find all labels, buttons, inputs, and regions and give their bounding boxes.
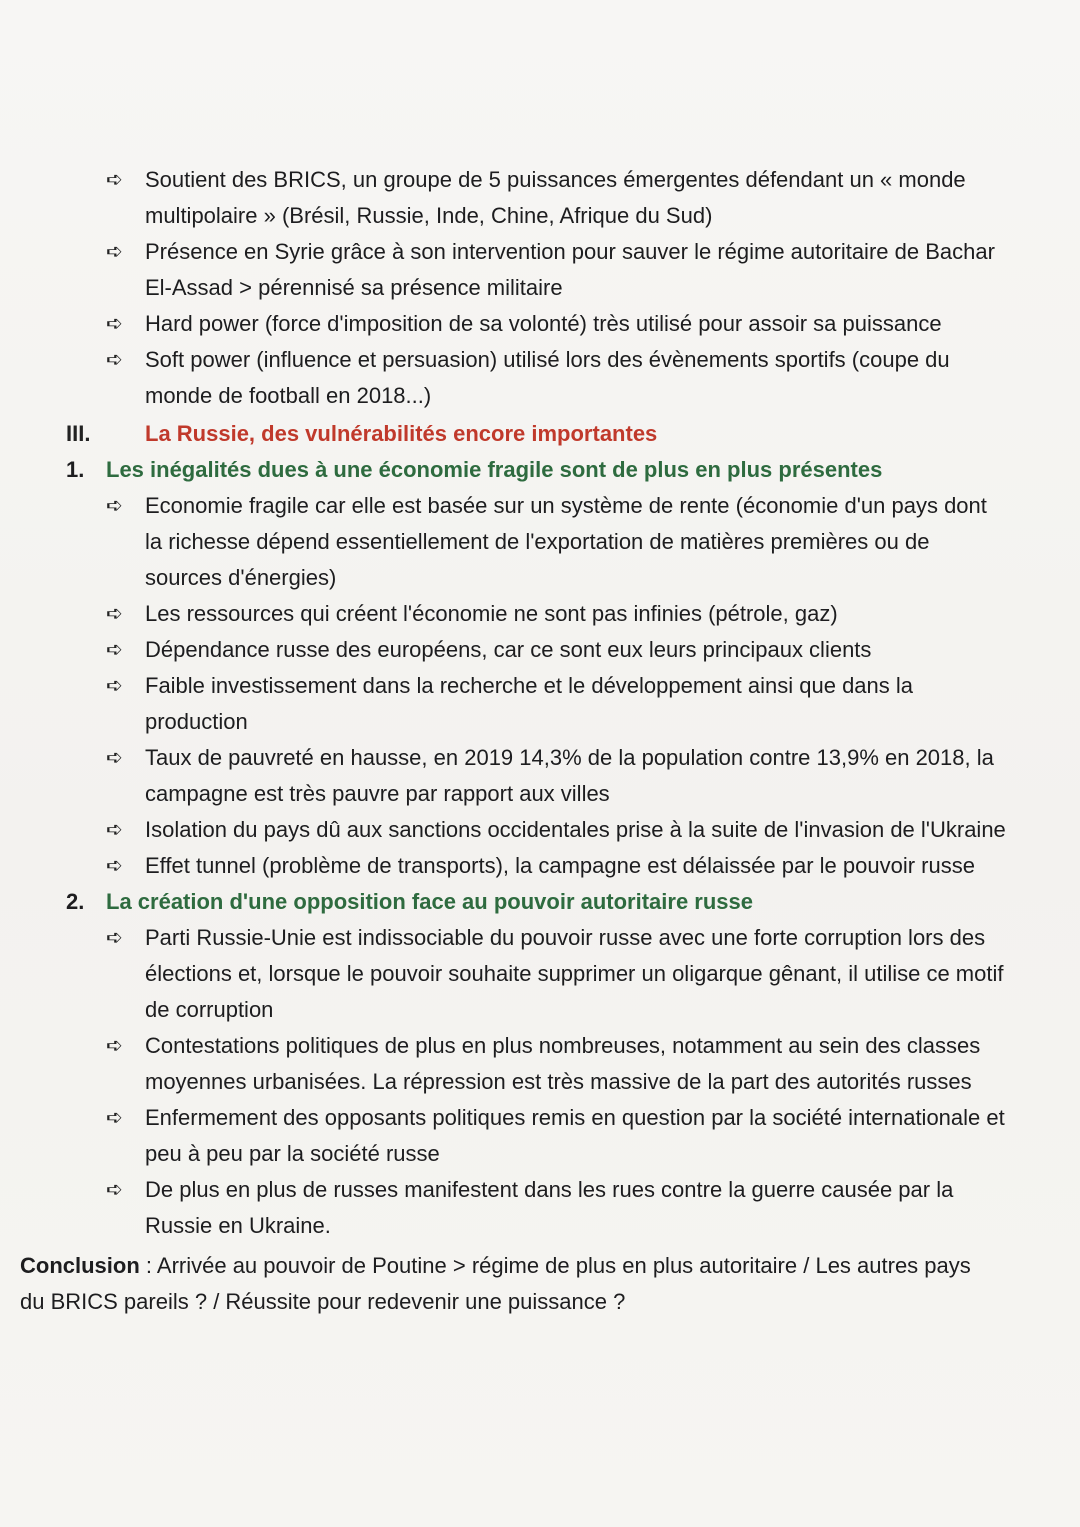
bullet-russie-unie xyxy=(0,920,1080,1028)
bullet-effet-tunnel xyxy=(0,848,1080,884)
bullet-text: Faible investissement dans la recherche et le développement ainsi que dans la production xyxy=(145,673,914,734)
sub-heading-2 xyxy=(0,884,1080,920)
bullet-text: Economie fragile car elle est basée sur un système de rente (économie d'un pays dont la richesse dépend essentiellement de l'exportation de matières premières ou de sources d'énergies) xyxy=(145,493,987,590)
bullet-manifestations xyxy=(0,1172,1080,1244)
bullet-ressources xyxy=(0,596,1080,632)
sub-heading-number: 1. xyxy=(66,457,85,482)
arrow-icon: ➪ xyxy=(106,675,123,697)
sub-heading-title: Les inégalités dues à une économie fragile sont de plus en plus présentes xyxy=(106,457,883,482)
section-number: III. xyxy=(66,421,91,446)
arrow-icon: ➪ xyxy=(106,169,123,191)
sub2-bullet-list xyxy=(0,920,1080,1244)
arrow-icon: ➪ xyxy=(106,349,123,371)
bullet-enfermement xyxy=(0,1100,1080,1172)
sub1-bullet-list xyxy=(0,488,1080,884)
arrow-icon: ➪ xyxy=(106,819,123,841)
bullet-hard-power xyxy=(0,306,1080,342)
bullet-text: Les ressources qui créent l'économie ne sont pas infinies (pétrole, gaz) xyxy=(145,601,838,626)
bullet-text: Effet tunnel (problème de transports), la campagne est délaissée par le pouvoir russe xyxy=(145,853,975,878)
arrow-icon: ➪ xyxy=(106,855,123,877)
bullet-text: Enfermement des opposants politiques remis en question par la société internationale et peu à peu par la société russe xyxy=(145,1105,1005,1166)
section-heading-3 xyxy=(0,416,1080,452)
sub-heading-1 xyxy=(0,452,1080,488)
bullet-text: Parti Russie-Unie est indissociable du pouvoir russe avec une forte corruption lors des élections et, lorsque le pouvoir souhaite supprimer un oligarque gênant, il utilise ce motif de corruption xyxy=(145,925,1004,1022)
arrow-icon: ➪ xyxy=(106,313,123,335)
arrow-icon: ➪ xyxy=(106,1035,123,1057)
bullet-text: Hard power (force d'imposition de sa volonté) très utilisé pour assoir sa puissance xyxy=(145,311,942,336)
section-title: La Russie, des vulnérabilités encore importantes xyxy=(145,421,658,446)
bullet-text: Dépendance russe des européens, car ce sont eux leurs principaux clients xyxy=(145,637,872,662)
arrow-icon: ➪ xyxy=(106,603,123,625)
arrow-icon: ➪ xyxy=(106,747,123,769)
conclusion-text: : Arrivée au pouvoir de Poutine > régime de plus en plus autoritaire / Les autres pays du BRICS pareils ? / Réussite pour redevenir une puissance ? xyxy=(20,1253,971,1314)
arrow-icon: ➪ xyxy=(106,1107,123,1129)
bullet-isolation xyxy=(0,812,1080,848)
conclusion-label: Conclusion xyxy=(20,1253,140,1278)
intro-bullet-list xyxy=(0,162,1080,414)
sub-heading-number: 2. xyxy=(66,889,85,914)
bullet-economie-fragile xyxy=(0,488,1080,596)
sub-heading-title: La création d'une opposition face au pouvoir autoritaire russe xyxy=(106,889,754,914)
arrow-icon: ➪ xyxy=(106,639,123,661)
conclusion-paragraph xyxy=(0,1248,1080,1320)
bullet-text: Isolation du pays dû aux sanctions occidentales prise à la suite de l'invasion de l'Ukraine xyxy=(145,817,1006,842)
bullet-pauvrete xyxy=(0,740,1080,812)
bullet-text: De plus en plus de russes manifestent dans les rues contre la guerre causée par la Russie en Ukraine. xyxy=(145,1177,954,1238)
arrow-icon: ➪ xyxy=(106,241,123,263)
arrow-icon: ➪ xyxy=(106,495,123,517)
bullet-soft-power xyxy=(0,342,1080,414)
bullet-text: Contestations politiques de plus en plus nombreuses, notamment au sein des classes moyennes urbanisées. La répression est très massive de la part des autorités russes xyxy=(145,1033,981,1094)
bullet-brics xyxy=(0,162,1080,234)
bullet-text: Taux de pauvreté en hausse, en 2019 14,3% de la population contre 13,9% en 2018, la campagne est très pauvre par rapport aux villes xyxy=(145,745,994,806)
bullet-dependance xyxy=(0,632,1080,668)
arrow-icon: ➪ xyxy=(106,927,123,949)
arrow-icon: ➪ xyxy=(106,1179,123,1201)
bullet-text: Présence en Syrie grâce à son intervention pour sauver le régime autoritaire de Bachar El-Assad > pérennisé sa présence militaire xyxy=(145,239,995,300)
bullet-text: Soft power (influence et persuasion) utilisé lors des évènements sportifs (coupe du monde de football en 2018...) xyxy=(145,347,950,408)
bullet-investissement xyxy=(0,668,1080,740)
bullet-text: Soutient des BRICS, un groupe de 5 puissances émergentes défendant un « monde multipolaire » (Brésil, Russie, Inde, Chine, Afrique du Sud) xyxy=(145,167,966,228)
bullet-syrie xyxy=(0,234,1080,306)
bullet-contestations xyxy=(0,1028,1080,1100)
